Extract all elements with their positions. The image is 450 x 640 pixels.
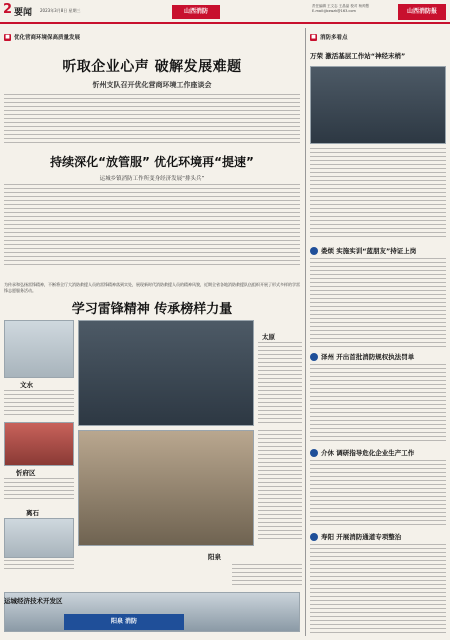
article-1-subtitle: 忻州支队召开优化营商环境工作座谈会 [92, 81, 212, 89]
column-divider [305, 28, 306, 636]
lei-feng-feature [0, 276, 305, 636]
photo-main-volunteers [78, 430, 254, 546]
photo-label-yuncheng: 运城经济技术开发区 [4, 597, 63, 605]
caption-main [258, 430, 302, 540]
feature-title: 学习雷锋精神 传承榜样力量 [71, 302, 233, 317]
right-feature-photo [310, 66, 446, 144]
editor-info: 责任编辑 王文志 王晶晶 校对 杨帅慧 E-mail:jjbxwzk@163.com [312, 4, 369, 13]
article-1-body [4, 94, 300, 146]
photo-taiyuan [78, 320, 254, 426]
photo-label-yangquan: 阳泉 [208, 553, 221, 561]
station-sign: 阳泉 消防 [64, 614, 184, 630]
right-item-2-title: 介休 调研指导危化企业生产工作 [310, 448, 446, 457]
feature-intro: 为传承和弘扬雷锋精神，不断将全厅大消防救援人员的雷锋精神落到实处，展现新时代消防救援人员的精神风貌，近期全省各地消防救援队伍组织开展了形式多样的学雷锋志愿服务活动。 [4, 282, 300, 293]
right-item-1-body [310, 364, 446, 444]
caption-taiyuan [258, 342, 302, 424]
right-item-1-title: 泽州 开出首批消防规权执法罚单 [310, 352, 446, 361]
page-number: 2 [3, 2, 13, 17]
masthead-logo: 山西消防 [172, 5, 220, 19]
caption-lishi [4, 560, 74, 572]
article-2-title: 持续深化“放管服” 优化环境再“提速” [50, 155, 254, 169]
section-tag-right: ■ 消防多看点 [311, 33, 348, 41]
right-item-2-body [310, 460, 446, 528]
photo-label-taiyuan: 太原 [262, 333, 275, 341]
masthead-logo-right: 山西消防报 [398, 4, 446, 20]
section-flag-icon: ■ [311, 33, 316, 40]
right-item-3-body [310, 544, 446, 634]
article-2-body [4, 184, 300, 268]
right-item-0-body [310, 258, 446, 348]
photo-lishi [4, 518, 74, 558]
photo-label-lishi: 离石 [26, 509, 39, 517]
section-flag-icon: ■ [5, 33, 10, 40]
bullet-icon [310, 353, 318, 361]
page-header [0, 0, 450, 24]
bullet-icon [310, 449, 318, 457]
bullet-icon [310, 247, 318, 255]
right-feature-title: 万荣 激活基层工作站“神经末梢” [310, 52, 406, 60]
article-1-title: 听取企业心声 破解发展难题 [62, 59, 242, 75]
photo-label-xinzhou: 忻府区 [16, 469, 36, 477]
page-name: 要闻 [14, 8, 33, 18]
photo-label-wenshui: 文水 [20, 381, 33, 389]
section-tag-left: ■ 优化营商环境保高质量发展 [5, 33, 81, 41]
photo-xinzhou [4, 422, 74, 466]
caption-xinzhou [4, 478, 74, 500]
right-item-3-title: 寿阳 开展消防通道专项整治 [310, 532, 446, 541]
issue-date: 2023年3月8日 星期三 [40, 8, 81, 13]
bullet-icon [310, 533, 318, 541]
right-feature-body [310, 148, 446, 240]
right-item-0-title: 娄烦 实施实训“蓝朋友”持证上岗 [310, 246, 446, 255]
caption-yangquan [232, 564, 302, 588]
photo-wenshui [4, 320, 74, 378]
caption-wenshui [4, 390, 74, 418]
article-2-subtitle: 运城乡镇消防工作所变身经济发展“排头兵” [99, 176, 205, 182]
